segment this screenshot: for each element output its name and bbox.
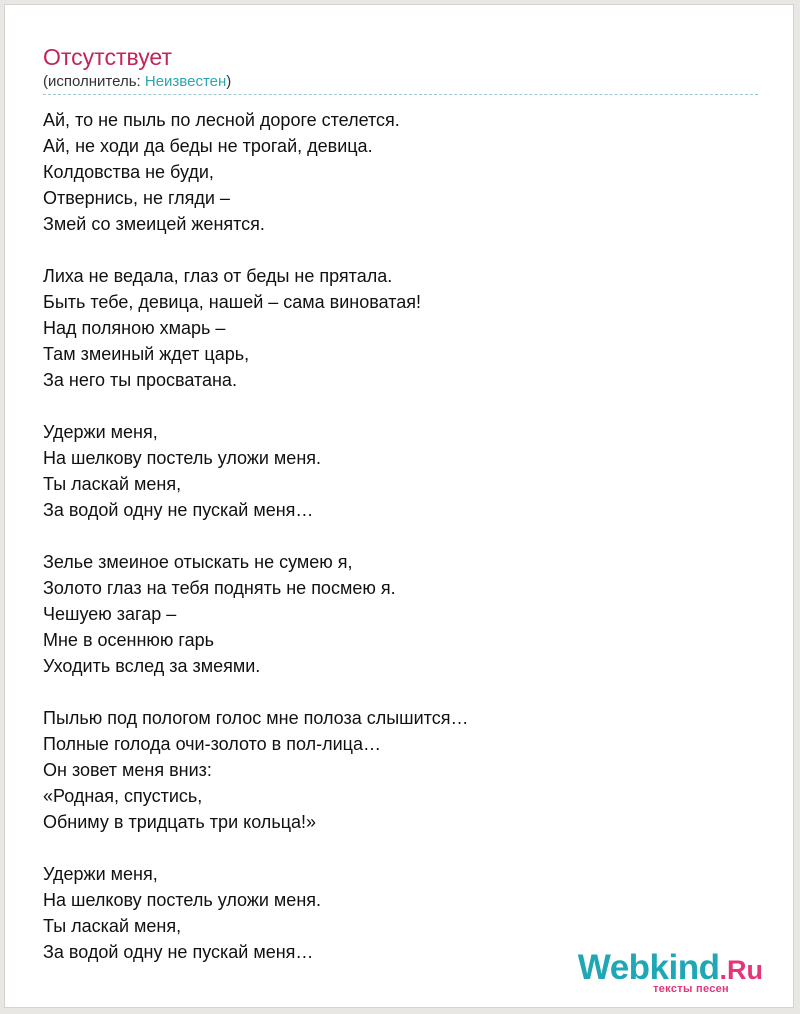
stanza-1 bbox=[43, 107, 763, 237]
lyric-line: Золото глаз на тебя поднять не посмею я. bbox=[43, 578, 396, 598]
lyric-line: Быть тебе, девица, нашей – сама виноватая! bbox=[43, 292, 422, 312]
lyric-line: Он зовет меня вниз: bbox=[43, 760, 212, 780]
lyrics bbox=[43, 107, 763, 991]
lyric-line: Там змеиный ждет царь, bbox=[43, 344, 250, 364]
lyric-line: Обниму в тридцать три кольца!» bbox=[43, 812, 317, 832]
stanza-5 bbox=[43, 705, 763, 835]
logo-wordmark: Webkind bbox=[577, 948, 720, 987]
lyric-line: Ай, то не пыль по лесной дороге стелется. bbox=[43, 110, 400, 130]
divider bbox=[43, 94, 758, 95]
lyric-line: Уходить вслед за змеями. bbox=[43, 656, 261, 676]
lyric-line: Удержи меня, bbox=[43, 422, 158, 442]
lyric-line: Ты ласкай меня, bbox=[43, 916, 182, 936]
lyric-line: Ты ласкай меня, bbox=[43, 474, 182, 494]
lyric-line: Колдовства не буди, bbox=[43, 162, 214, 182]
lyric-line: Мне в осеннюю гарь bbox=[43, 630, 214, 650]
lyric-line: Ай, не ходи да беды не трогай, девица. bbox=[43, 136, 373, 156]
lyric-line: Над поляною хмарь – bbox=[43, 318, 226, 338]
artist-line bbox=[43, 73, 231, 91]
lyric-line: Пылью под пологом голос мне полоза слышится… bbox=[43, 708, 469, 728]
lyric-line: Отвернись, не гляди – bbox=[43, 188, 230, 208]
stanza-2 bbox=[43, 263, 763, 393]
lyric-line: Полные голода очи-золото в пол-лица… bbox=[43, 734, 381, 754]
lyric-line: Удержи меня, bbox=[43, 864, 158, 884]
lyric-line: За него ты просватана. bbox=[43, 370, 237, 390]
lyric-line: Зелье змеиное отыскать не сумею я, bbox=[43, 552, 353, 572]
logo-tld: .Ru bbox=[719, 955, 763, 985]
lyric-line: На шелкову постель уложи меня. bbox=[43, 890, 322, 910]
lyric-line: Змей со змеицей женятся. bbox=[43, 214, 265, 234]
lyric-line: Лиха не ведала, глаз от беды не прятала. bbox=[43, 266, 393, 286]
lyric-line: За водой одну не пускай меня… bbox=[43, 942, 314, 962]
page bbox=[4, 4, 794, 1008]
lyric-line: Чешуею загар – bbox=[43, 604, 177, 624]
artist-prefix: (исполнитель: bbox=[43, 73, 145, 90]
artist-link[interactable]: Неизвестен bbox=[144, 73, 227, 90]
logo-tagline: тексты песен bbox=[653, 983, 729, 995]
site-logo[interactable] bbox=[577, 948, 763, 995]
lyric-line: На шелкову постель уложи меня. bbox=[43, 448, 322, 468]
stanza-4 bbox=[43, 549, 763, 679]
lyric-line: «Родная, спустись, bbox=[43, 786, 203, 806]
artist-suffix: ) bbox=[226, 73, 232, 90]
lyric-line: За водой одну не пускай меня… bbox=[43, 500, 314, 520]
song-title: Отсутствует bbox=[43, 44, 172, 70]
stanza-3 bbox=[43, 419, 763, 523]
